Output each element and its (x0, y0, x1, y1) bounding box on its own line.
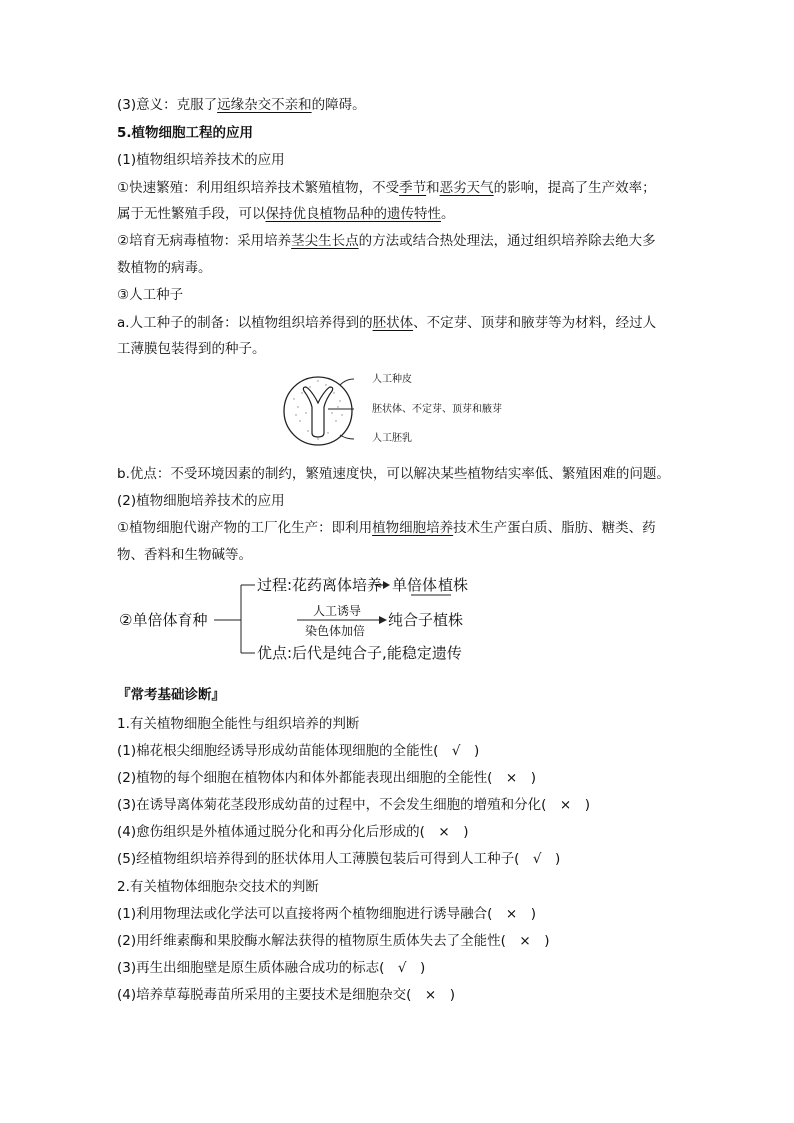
line-significance (117, 96, 366, 114)
label-embryo: 胚状体、不定芽、顶芽和腋芽 (372, 404, 502, 415)
text: ①植物细胞代谢产物的工厂化生产：即利用 (117, 520, 373, 536)
result-homozygous: 纯合子植株 (388, 611, 464, 629)
text: 的方法或结合热处理法，通过组织培养除去绝大多 (358, 233, 656, 249)
subsection-heading-2: (2)植物细胞培养技术的应用 (117, 493, 285, 509)
question-1-1: (1)棉花根尖细胞经诱导形成幼苗能体现细胞的全能性( √ ) (117, 743, 480, 759)
underlined-term: 季节 (399, 180, 427, 196)
question-1-3: (3)在诱导离体菊花茎段形成幼苗的过程中，不会发生细胞的增殖和分化( × ) (117, 797, 590, 813)
arrow-label-induction: 人工诱导 (313, 604, 362, 618)
group1-title: 1.有关植物细胞全能性与组织培养的判断 (117, 716, 360, 732)
underlined-term: 植物细胞培养 (372, 520, 454, 536)
process-suffix: 植株 (438, 576, 469, 594)
leader-coat (340, 379, 354, 385)
question-2-3: (3)再生出细胞壁是原生质体融合成功的标志( √ ) (117, 960, 426, 976)
question-2-1: (1)利用物理法或化学法可以直接将两个植物细胞进行诱导融合( × ) (117, 906, 536, 922)
underlined-term: 保持优良植物品种的遗传特性 (265, 206, 441, 222)
line-asexual (117, 205, 455, 223)
line-cell-culture-cont: 物、香料和生物碱等。 (117, 547, 252, 563)
line-seed-prep (117, 314, 656, 332)
line-cell-culture (117, 519, 656, 537)
text: 和 (426, 180, 440, 196)
text: 属于无性繁殖手段，可以 (117, 206, 266, 222)
text: 。 (441, 206, 455, 222)
artificial-seed-figure (280, 363, 540, 463)
line-virus-cont: 数植物的病毒。 (117, 260, 212, 276)
group2-title: 2.有关植物体细胞杂交技术的判断 (117, 879, 319, 895)
text: 的障碍。 (311, 97, 366, 113)
section-heading: 5.植物细胞工程的应用 (117, 125, 254, 141)
question-2-2: (2)用纤维素酶和果胶酶水解法获得的植物原生质体失去了全能性( × ) (117, 933, 550, 949)
line-virus-free (117, 232, 656, 250)
text: 的影响，提高了生产效率； (493, 180, 656, 196)
question-1-5: (5)经植物组织培养得到的胚状体用人工薄膜包装后可得到人工种子( √ ) (117, 851, 561, 867)
question-2-4: (4)培养草莓脱毒苗所采用的主要技术是细胞杂交( × ) (117, 987, 455, 1003)
line-rapid-propagation (117, 179, 656, 197)
line-advantages: b.优点：不受环境因素的制约，繁殖速度快，可以解决某些植物结实率低、繁殖困难的问题。 (117, 466, 670, 482)
question-1-2: (2)植物的每个细胞在植物体内和体外都能表现出细胞的全能性( × ) (117, 770, 536, 786)
label-artificial-endosperm: 人工胚乳 (372, 433, 412, 444)
arrow-label-doubling: 染色体加倍 (305, 624, 366, 638)
text: ②培育无病毒植物：采用培养 (117, 233, 292, 249)
label-artificial-coat: 人工种皮 (372, 374, 412, 385)
haploid-breeding-label: ②单倍体育种 (119, 611, 208, 629)
diagnosis-heading: 『常考基础诊断』 (117, 687, 225, 703)
process-result-haploid: 单倍体 (392, 576, 438, 594)
text: a.人工种子的制备：以植物组织培养得到的 (117, 315, 373, 331)
process-prefix: 过程:花药离体培养 (257, 576, 383, 594)
text: (3)意义：克服了 (117, 97, 218, 113)
text: 、不定芽、顶芽和腋芽等为材料，经过人 (413, 315, 657, 331)
underlined-term: 远缘杂交不亲和 (217, 97, 312, 113)
underlined-term: 恶劣天气 (439, 180, 494, 196)
text: ①快速繁殖：利用组织培养技术繁殖植物，不受 (117, 180, 400, 196)
line-seed-prep-cont: 工薄膜包装得到的种子。 (117, 341, 266, 357)
advantage-text: 优点:后代是纯合子,能稳定遗传 (257, 644, 462, 662)
subsection-heading: (1)植物组织培养技术的应用 (117, 152, 285, 168)
underlined-term: 胚状体 (372, 315, 414, 331)
question-1-4: (4)愈伤组织是外植体通过脱分化和再分化后形成的( × ) (117, 824, 469, 840)
text: 技术生产蛋白质、脂肪、糖类、药 (453, 520, 656, 536)
haploid-breeding-figure (117, 573, 517, 673)
underlined-term: 茎尖生长点 (291, 233, 359, 249)
line-artificial-seed: ③人工种子 (117, 287, 184, 303)
